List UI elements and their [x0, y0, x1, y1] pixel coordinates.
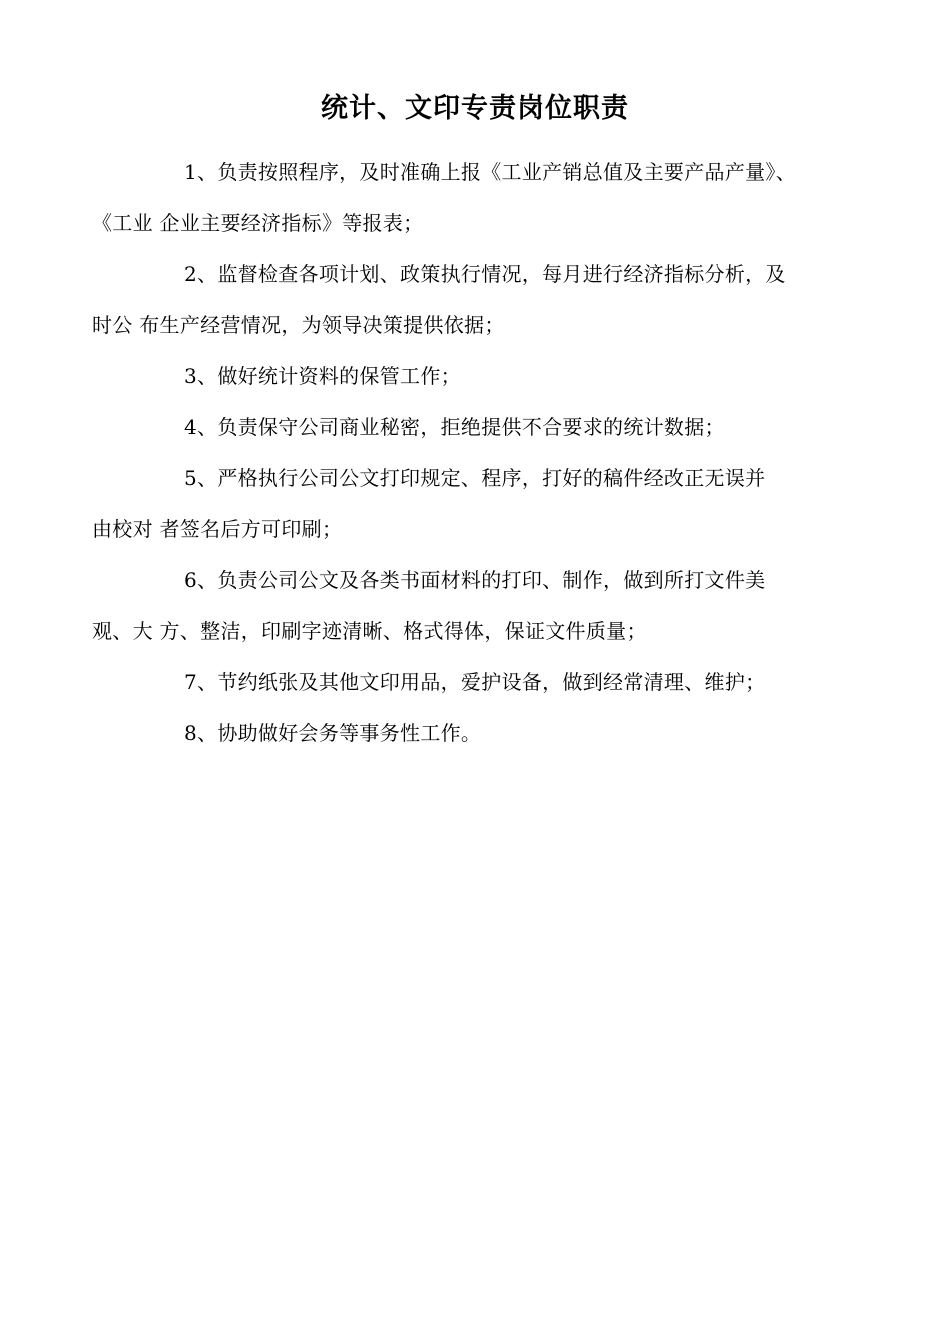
- duty-item-3: [138, 351, 818, 402]
- duty-item-2-line-2: 时公 布生产经营情况，为领导决策提供依据；: [92, 313, 505, 337]
- duty-item-2: [92, 249, 818, 351]
- duty-item-4-line-1: 4、负责保守公司商业秘密，拒绝提供不合要求的统计数据；: [184, 415, 725, 439]
- duty-item-5: [92, 453, 818, 555]
- duty-item-7: [138, 657, 818, 708]
- document-title: 统计、文印专责岗位职责: [321, 93, 629, 124]
- duty-item-3-line-1: 3、做好统计资料的保管工作；: [184, 364, 461, 388]
- document-body: [92, 147, 818, 759]
- duty-item-4: [138, 402, 818, 453]
- duty-item-5-line-1: 5、严格执行公司公文打印规定、程序，打好的稿件经改正无误并: [184, 466, 766, 490]
- duty-item-1-line-2: 《工业 企业主要经济指标》等报表；: [92, 211, 424, 235]
- duty-item-2-line-1: 2、监督检查各项计划、政策执行情况，每月进行经济指标分析，及: [184, 262, 786, 286]
- duty-item-8: [138, 708, 818, 759]
- duty-item-7-line-1: 7、节约纸张及其他文印用品，爱护设备，做到经常清理、维护；: [184, 670, 766, 694]
- duty-item-8-line-1: 8、协助做好会务等事务性工作。: [184, 721, 482, 745]
- duty-item-5-line-2: 由校对 者签名后方可印刷；: [92, 517, 343, 541]
- duty-item-1-line-1: 1、负责按照程序，及时准确上报《工业产销总值及主要产品产量》、: [184, 160, 797, 184]
- duty-item-1: [92, 147, 818, 249]
- duty-item-6-line-2: 观、大 方、整洁，印刷字迹清晰、格式得体，保证文件质量；: [92, 619, 647, 643]
- duty-item-6: [92, 555, 818, 657]
- duty-item-6-line-1: 6、负责公司公文及各类书面材料的打印、制作，做到所打文件美: [184, 568, 766, 592]
